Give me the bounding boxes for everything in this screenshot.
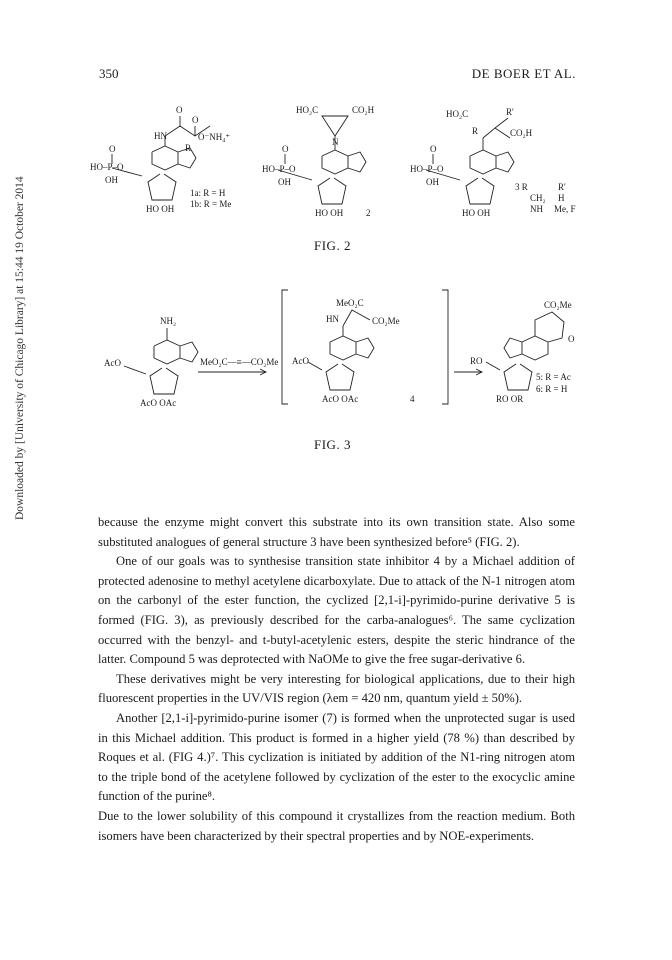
prod-o: O — [568, 334, 575, 344]
download-watermark: Downloaded by [University of Chicago Library] at 15:44 19 October 2014 — [14, 176, 26, 520]
int-number: 4 — [410, 394, 415, 404]
s1-o2: O — [192, 115, 199, 125]
s3-hooh: HO OH — [462, 208, 491, 218]
s2-phos-o: O — [282, 144, 289, 154]
s2-n: N — [332, 137, 339, 147]
s1-salt: O⁻NH₄⁺ — [198, 132, 231, 142]
s2-co2h-left: HO₂C — [296, 105, 319, 115]
s2-co2h-right: CO₂H — [352, 105, 375, 115]
adenosine-nh2: NH₂ — [160, 316, 177, 326]
s1-hooh: HO OH — [146, 204, 175, 214]
figure-2-structures — [90, 100, 590, 230]
figure-3-caption: FIG. 3 — [314, 437, 351, 452]
figure-2-caption: FIG. 2 — [314, 238, 351, 253]
s3-r: R — [472, 126, 479, 136]
s1-phos-o: O — [109, 144, 116, 154]
s2-hooh: HO OH — [315, 208, 344, 218]
s3-rprime: R' — [506, 107, 514, 117]
s3-table-r2c2: Me, F — [554, 204, 576, 214]
running-header: DE BOER ET AL. — [471, 66, 576, 81]
paragraph-2: One of our goals was to synthesise transition state inhibitor 4 by a Michael addition of protected adenosine to methyl acetylene dicarboxylate. Due to attack of the N-1 nitrogen atom on the carbonyl of the ester function, the cyclized [2,1-i]-pyrimido-purine derivative 5 is formed (FIG. 3), as previously described for the carba-analogues⁶. The same cyclization occurred with the benzyl- and t-butyl-acetylenic esters, despite the steric hindrance of the latter. Compound 5 was deprotected with NaOMe to give the free sugar-derivative 6. — [98, 554, 575, 667]
int-acooac: AcO OAc — [322, 394, 359, 404]
int-meo2c: MeO₂C — [336, 298, 364, 308]
s3-phos-o: O — [430, 144, 437, 154]
s3-ho2c: HO₂C — [446, 109, 469, 119]
paragraph-1: because the enzyme might convert this substrate into its own transition state. Also some substituted analogues of general structure 3 have been synthesized before⁵ (FIG. 2). — [98, 515, 575, 549]
s1-oh: OH — [105, 175, 118, 185]
s1-r: R — [185, 143, 192, 153]
s1-o1: O — [176, 105, 183, 115]
reagent-label: MeO₂C—≡—CO₂Me — [200, 357, 279, 367]
figure-3-scheme — [90, 280, 590, 420]
prod-roor: RO OR — [496, 394, 524, 404]
paragraph-4: Another [2,1-i]-pyrimido-purine isomer (7) is formed when the unprotected sugar is used in this Michael addition. This product is formed in a higher yield (78 %) than described by Roques et al. (FIG 4.)⁷. This cyclization is initiated by addition of the N1-ring nitrogen atom to the triple bond of the acetylene followed by cyclization of the ester to the exocyclic amine function of the purine⁸. — [98, 710, 575, 804]
s1-phos: HO–P–O — [90, 162, 124, 172]
prod-ro: RO — [470, 356, 483, 366]
s3-table-h1: 3 R — [515, 182, 528, 192]
s1-label-1a: 1a: R = H — [190, 188, 226, 198]
paragraph-3: These derivatives might be very interesting for biological applications, due to their high fluorescent properties in the UV/VIS region (λem = 420 nm, quantum yield ± 50%). — [98, 671, 575, 706]
s2-number: 2 — [366, 208, 371, 218]
int-co2me: CO₂Me — [372, 316, 400, 326]
prod-co2me: CO₂Me — [544, 300, 572, 310]
s1-hn: HN — [154, 131, 167, 141]
int-hn: HN — [326, 314, 339, 324]
s3-phos: HO–P–O — [410, 164, 444, 174]
article-body — [98, 513, 575, 846]
s1-label-1b: 1b: R = Me — [190, 199, 232, 209]
prod-label-6: 6: R = H — [536, 384, 568, 394]
page-number: 350 — [99, 66, 119, 81]
s2-oh: OH — [278, 177, 291, 187]
s2-phos: HO–P–O — [262, 164, 296, 174]
s3-table-r1c2: H — [558, 193, 565, 203]
int-aco: AcO — [292, 356, 309, 366]
s3-table-r2c1: NH — [530, 204, 543, 214]
s3-table-r1c1: CH₂ — [530, 193, 546, 203]
s3-oh: OH — [426, 177, 439, 187]
paragraph-5: Due to the lower solubility of this compound it crystallizes from the reaction medium. Both isomers have been characterized by their spectral properties and by NOE-experiments. — [98, 808, 575, 843]
s3-co2h: CO₂H — [510, 128, 533, 138]
prod-label-5: 5: R = Ac — [536, 372, 571, 382]
s3-table-h2: R' — [558, 182, 566, 192]
adenosine-acooac: AcO OAc — [140, 398, 177, 408]
adenosine-aco: AcO — [104, 358, 121, 368]
